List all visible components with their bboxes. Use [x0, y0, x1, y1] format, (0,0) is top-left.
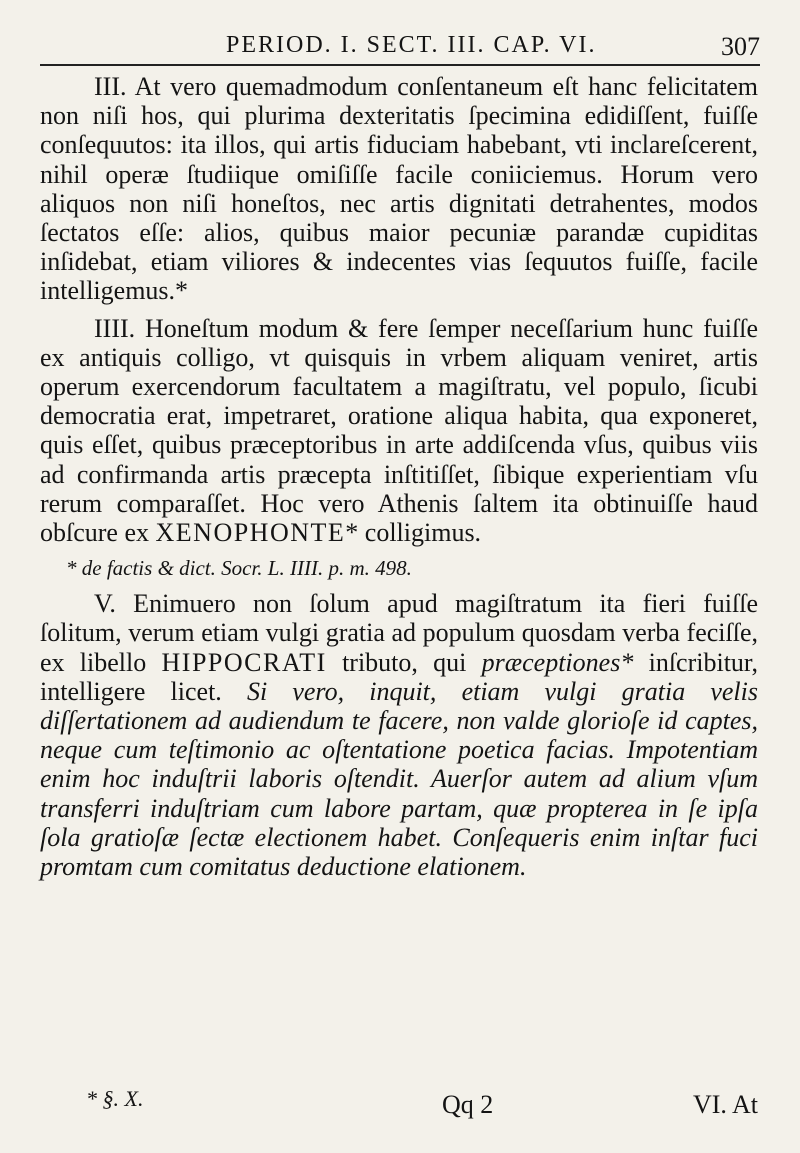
- paragraph-iii: III. At vero quemadmodum conſentaneum eſt hanc felicitatem non niſi hos, qui plurima dexteritatis ſpecimina edidiſſent, fuiſſe conſequutos: ita illos, qui artis fiduciam habebant, vti inclareſcerent, nihil operæ ſtudiique omiſiſſe facile coniiciemus. Horum vero aliquos non niſi honeſtos, nec artis dignitati detrahentes, modos ſectatos eſſe: alios, quibus maior pecuniæ parandæ cupiditas inſidebat, etiam viliores & indecentes vias ſequutos fuiſſe, facile intelligemus.*: [40, 72, 758, 306]
- paragraph-iiii-end: * colligimus.: [345, 518, 482, 548]
- page-header: [40, 30, 760, 66]
- paragraph-v-mid: tributo, qui: [342, 647, 467, 677]
- paragraph-iiii: [40, 314, 758, 548]
- quotation: Si vero, inquit, etiam vulgi gratia velis diſſertationem ad audiendum te facere, non valde glorioſe id captes, neque cum teſtimonio ac oſtentatione poetica facias. Impotentiam enim hoc induſtrii laboris oſtendit. Auerſor autem ad alium vſum transferri induſtriam cum labore partam, quæ propterea in ſe ipſa ſola gratioſæ ſectæ electionem habet. Conſequeris enim inſtar fuci promtam cum comitatus deductione elationem.: [40, 676, 758, 882]
- author-xenophon: XENOPHONTE: [155, 518, 346, 548]
- body-text: [40, 72, 758, 889]
- title-praeceptiones: præceptiones*: [481, 647, 634, 677]
- paragraph-v-mid2: inſcribitur, intelligere licet.: [40, 647, 759, 706]
- signature-mark: Qq 2: [442, 1090, 494, 1119]
- running-head: PERIOD. I. SECT. III. CAP. VI.: [226, 32, 597, 58]
- footnote-xenophon: * de factis & dict. Socr. L. IIII. p. m. 498.: [66, 556, 412, 581]
- author-hippocrates: HIPPOCRATI: [161, 647, 327, 677]
- footnote-section: * §. X.: [86, 1086, 144, 1111]
- paragraph-iiii-text: IIII. Honeſtum modum & fere ſemper neceſſarium hunc fuiſſe ex antiquis colligo, vt quisquis in vrbem aliquam veniret, artis operum exercendorum facultatem a magiſtratu, vel populo, ſicubi democratia erat, impetraret, oratione aliqua habita, qua exponeret, quis eſſet, quibus præceptoribus in arte addiſcenda vſus, quibus viis ad confirmanda artis præcepta inſtitiſſet, ſibique experientiam vſu rerum comparaſſet. Hoc vero Athenis ſaltem ita obtinuiſſe haud obſcure ex: [40, 313, 758, 548]
- catchword: VI. At: [693, 1090, 758, 1119]
- page-number: 307: [721, 32, 760, 61]
- page-footer: [40, 1080, 758, 1124]
- header-rule: [40, 64, 760, 66]
- paragraph-v: [40, 589, 758, 881]
- paragraph-v-text: V. Enimuero non ſolum apud magiſtratum ita fieri fuiſſe ſolitum, verum etiam vulgi gratia ad populum quosdam verba feciſſe, ex libello: [40, 589, 758, 677]
